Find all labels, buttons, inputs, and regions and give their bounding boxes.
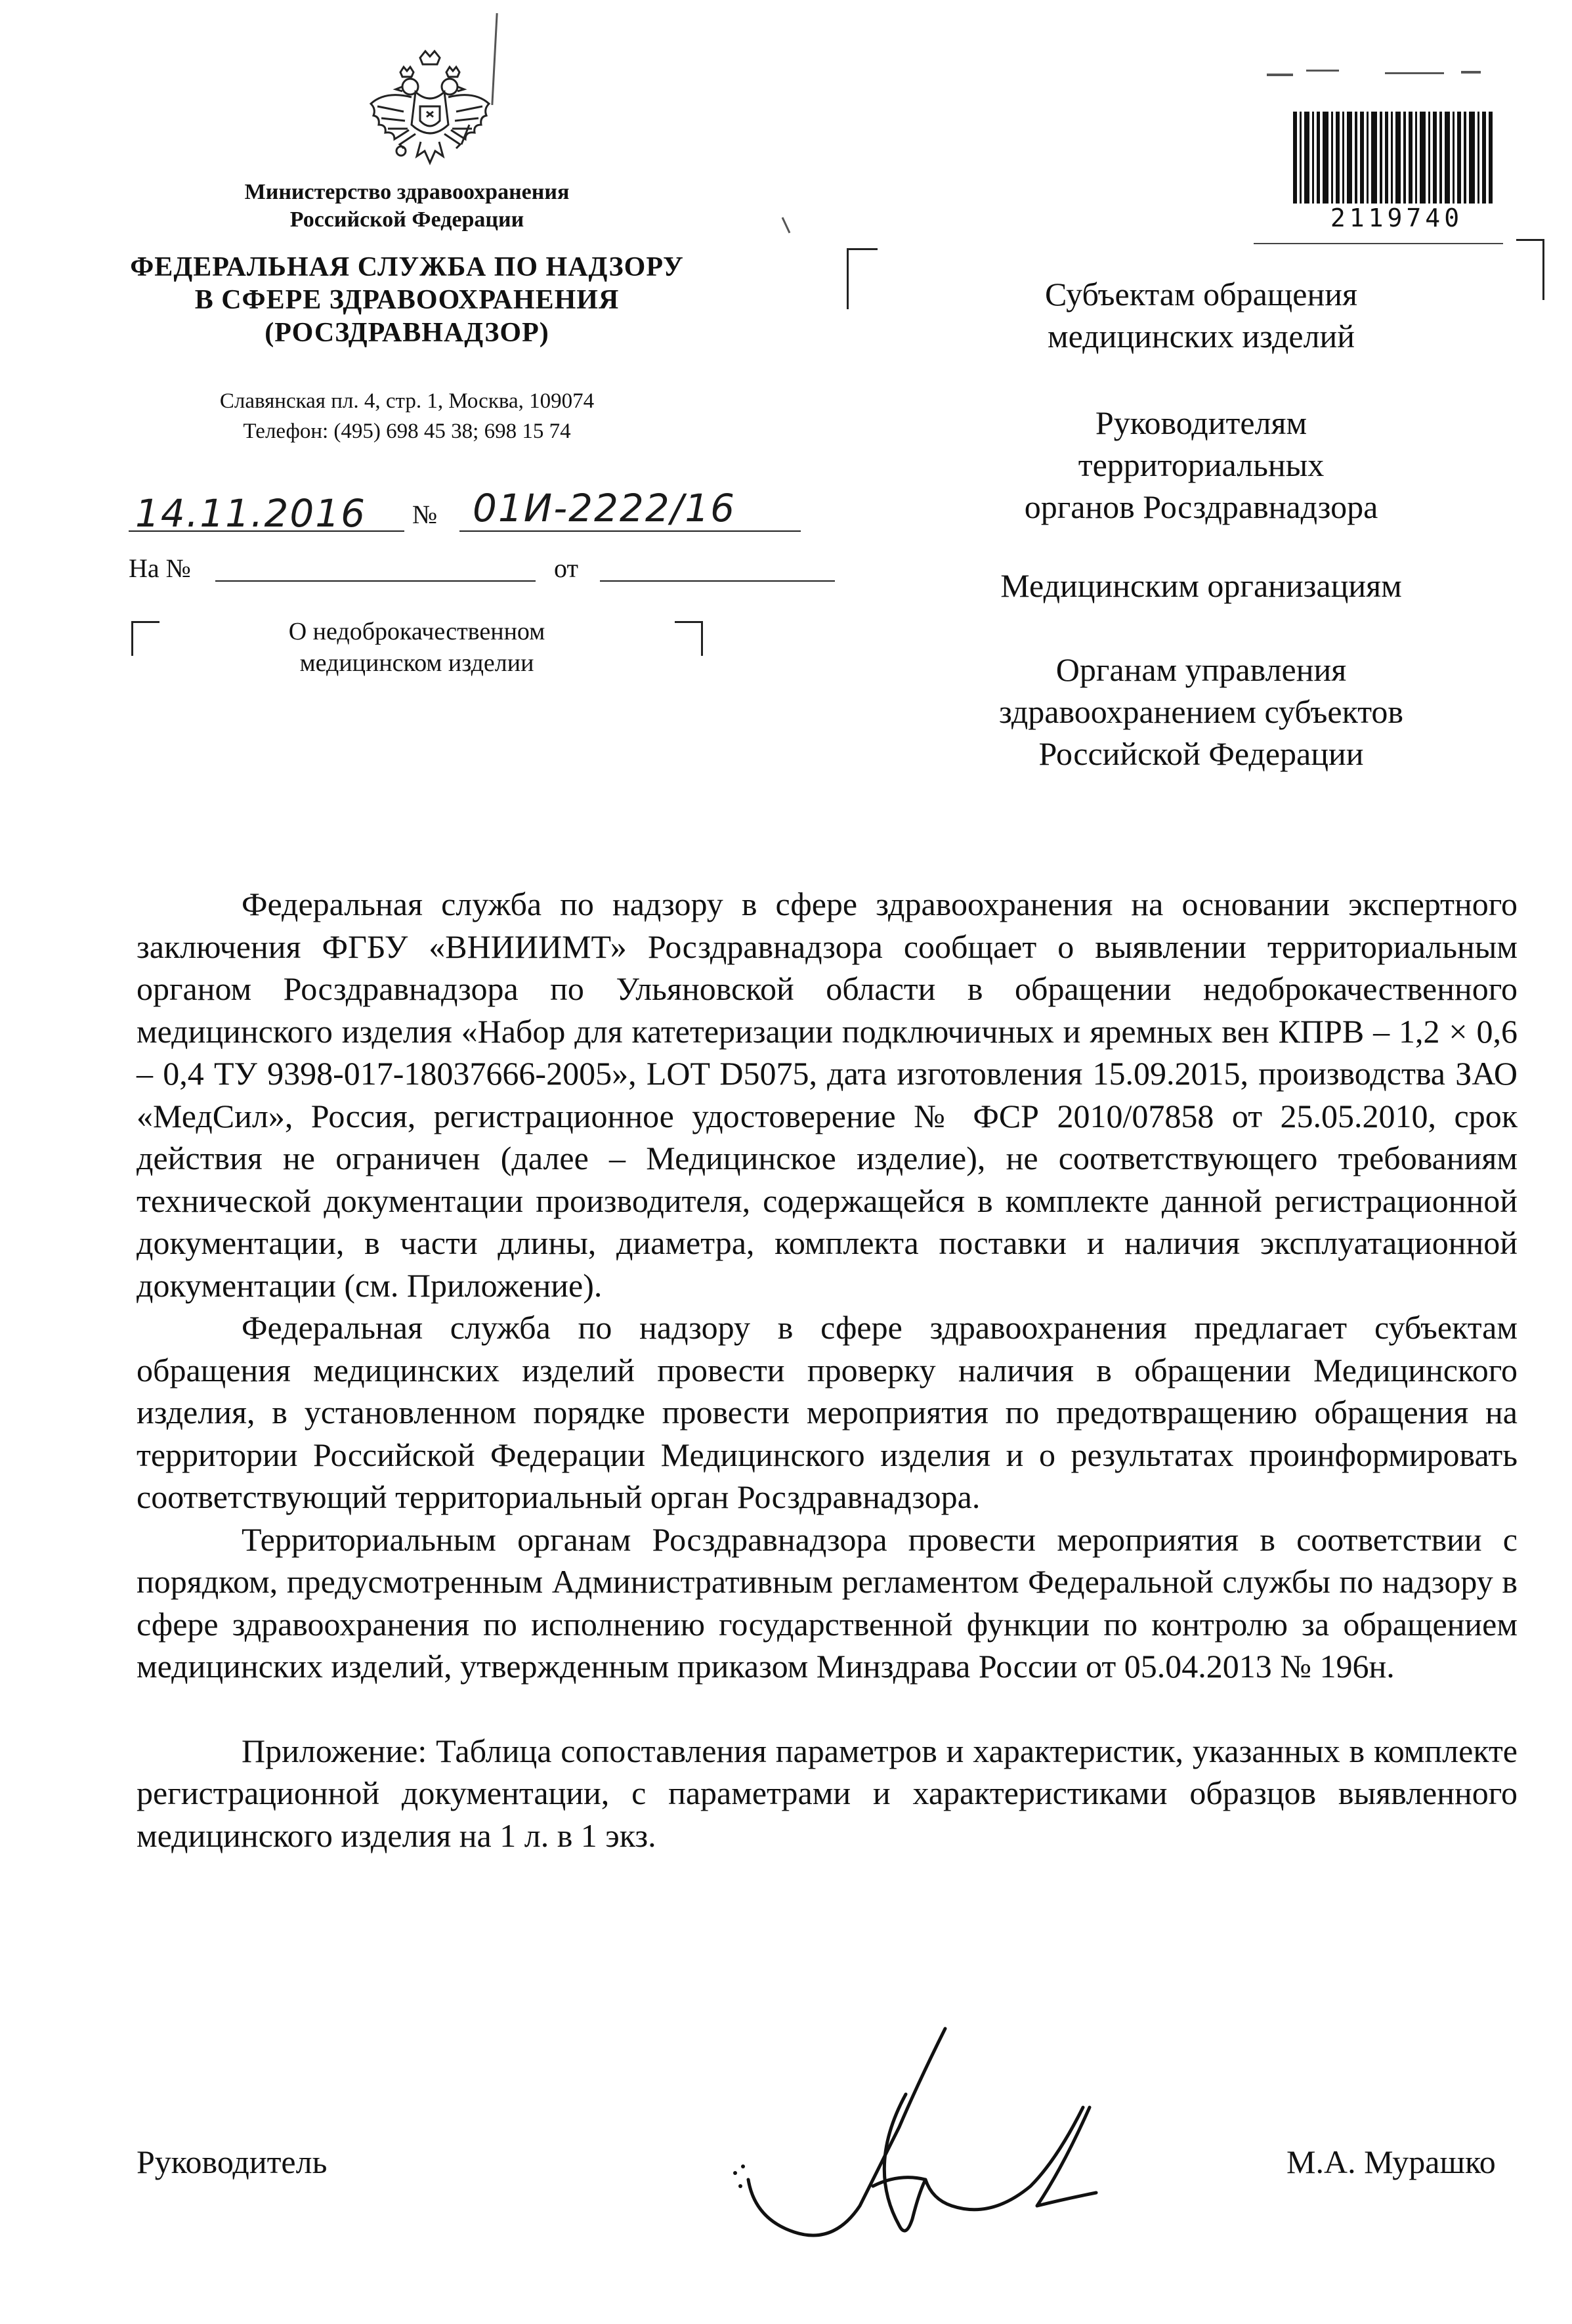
registration-number: 01И-2222/16 [473,486,736,530]
agency-line-1: ФЕДЕРАЛЬНАЯ СЛУЖБА ПО НАДЗОРУ [130,252,684,282]
scan-mark [1385,72,1444,74]
from-date-blank [600,580,835,582]
agency-line-3: (РОСЗДРАВНАДЗОР) [265,318,549,348]
subject-line-2: медицинском изделии [299,649,534,677]
recipients-block [906,273,1497,775]
body-paragraph-3: Территориальным органам Росздравнадзора провести мероприятия в соответствии с порядком, предусмотренным Административным регламентом Федеральной службы по надзору в сфере здравоохранения по исполнению государственной функции по контролю за обращением медицинских изделий, утвержденным приказом Минздрава России от 05.04.2013 № 196н. [137,1520,1518,1685]
barcode [1292,112,1495,236]
recipient-group-2 [906,402,1497,528]
registration-date-field [129,491,404,534]
recipient-line: медицинских изделий [1047,318,1355,355]
contacts-block [131,386,683,446]
ministry-line-1: Министерство здравоохранения [244,180,570,204]
recipient-group-3 [906,565,1497,607]
ref-number-blank [215,580,536,582]
barcode-bars [1292,112,1495,210]
recipient-line: Субъектам обращения [1045,276,1357,312]
from-label: от [554,553,578,583]
recipients-corner-right [1516,239,1544,300]
handwritten-signature [709,2022,1168,2245]
subject-corner-left [131,621,159,656]
recipient-line: Медицинским организациям [1000,567,1402,604]
ref-label: На № [129,553,191,583]
agency-line-2: В СФЕРЕ ЗДРАВООХРАНЕНИЯ [194,285,620,315]
phone: Телефон: (495) 698 45 38; 698 15 74 [243,420,571,443]
scan-mark [1267,74,1293,76]
subject-block [190,616,643,679]
scan-mark [1461,71,1481,74]
recipient-line: Органам управления [1055,651,1347,688]
body-paragraph-2: Федеральная служба по надзору в сфере здравоохранения предлагает субъектам обращения медицинских изделий провести проверку наличия в обращении Медицинского изделия, в установленном порядке провести мероприятия по предотвращению обращения на территории Российской Федерации Медицинского изделия и о результатах проинформировать соответствующий территориальный орган Росздравнадзора. [137,1309,1518,1515]
recipients-corner-left [847,248,878,309]
recipient-group-4 [906,649,1497,775]
address: Славянская пл. 4, стр. 1, Москва, 109074 [219,389,595,413]
signatory-position: Руководитель [137,2143,328,2180]
subject-line-1: О недоброкачественном [288,618,545,645]
number-sign: № [412,500,438,529]
recipient-line: здравоохранением субъектов [998,693,1404,730]
agency-block [98,251,715,349]
coat-of-arms-emblem [364,46,496,177]
letter-body [137,883,1518,1857]
barcode-number: 2119740 [1330,204,1464,232]
recipient-line: Российской Федерации [1038,735,1364,772]
recipient-line: органов Росздравнадзора [1024,488,1378,525]
registration-number-field [459,483,801,534]
recipient-group-1 [906,273,1497,357]
subject-corner-right [675,621,703,656]
recipients-top-rule [1254,243,1503,244]
scan-mark [782,217,791,234]
ministry-block [131,179,683,234]
registration-date: 14.11.2016 [135,491,367,536]
recipient-line: Руководителям [1095,404,1307,441]
attachment-note: Приложение: Таблица сопоставления параметров и характеристик, указанных в комплекте регистрационной документации, с параметрами и характеристиками образцов выявленного медицинского изделия на 1 л. в 1 экз. [137,1732,1518,1854]
signatory-name: М.А. Мурашко [1286,2143,1496,2180]
scan-mark [1306,70,1339,72]
ministry-line-2: Российской Федерации [289,207,524,232]
reference-line [129,553,811,586]
recipient-line: территориальных [1078,446,1325,483]
body-paragraph-1: Федеральная служба по надзору в сфере здравоохранения на основании экспертного заключения ФГБУ «ВНИИИМТ» Росздравнадзора сообщает о выявлении территориальным органом Росздравнадзора по Ульяновской области в обращении недоброкачественного медицинского изделия «Набор для катетеризации подключичных и яремных вен КПРВ – 1,2 × 0,6 – 0,4 ТУ 9398-017-18037666-2005», LOT D5075, дата изготовления 15.09.2015, производства ЗАО «МедСил», Россия, регистрационное удостоверение № ФСР 2010/07858 от 25.05.2010, срок действия не ограничен (далее – Медицинское изделие), не соответствующего требованиям технической документации производителя, содержащейся в комплекте данной регистрационной документации, в части длины, диаметра, комплекта поставки и наличия эксплуатационной документации (см. Приложение). [137,886,1518,1304]
